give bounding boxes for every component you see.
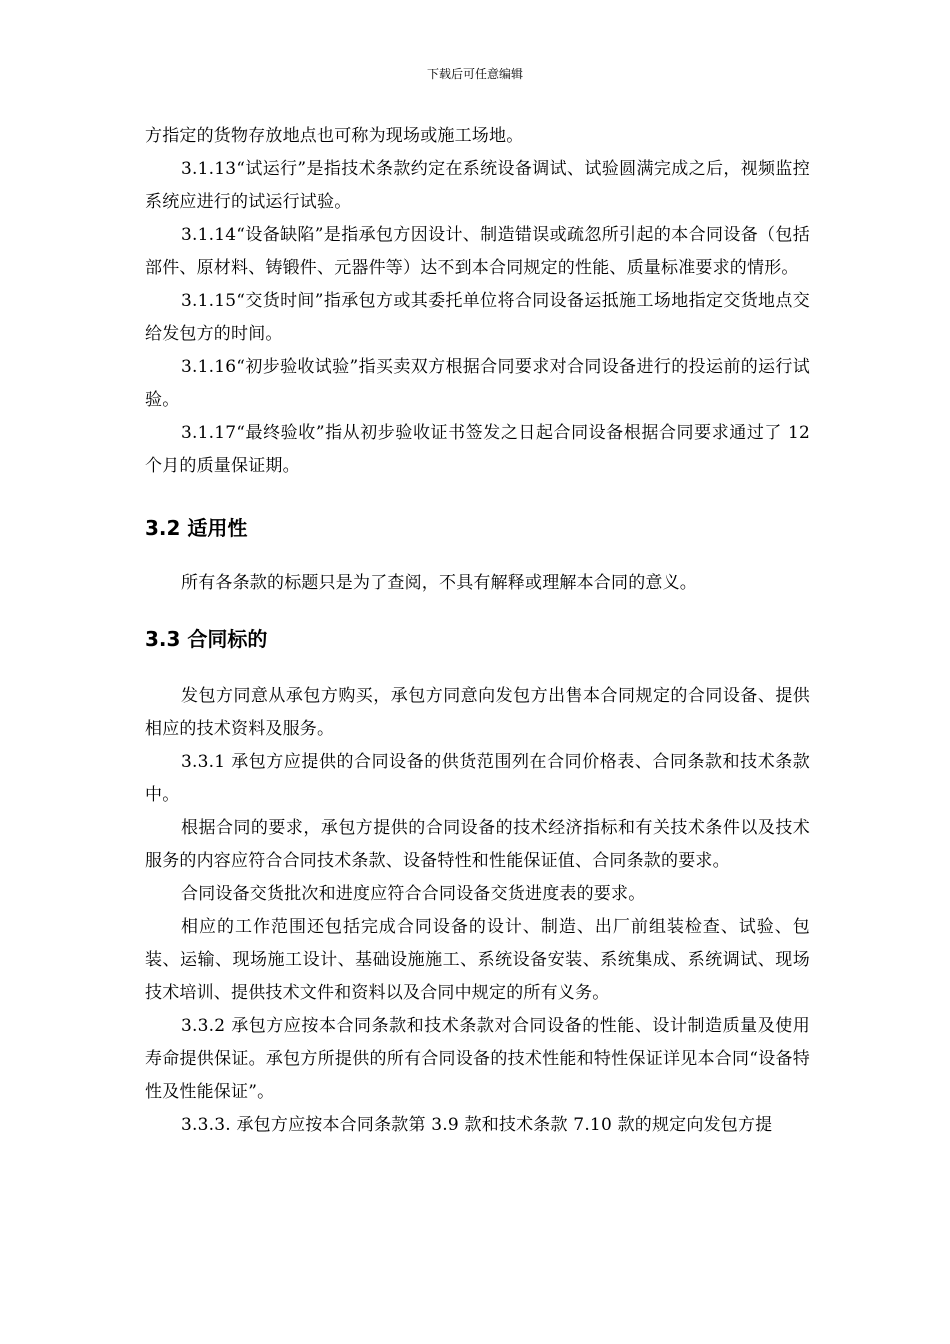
paragraph-technical-requirements: 根据合同的要求，承包方提供的合同设备的技术经济指标和有关技术条件以及技术服务的内容应符合合同技术条款、设备特性和性能保证值、合同条款的要求。 [145,818,810,871]
page-header: 下载后可任意编辑 [426,67,523,81]
section-heading-3-2: 3.2 适用性 [145,516,248,540]
paragraph-3-1-13: 3.1.13“试运行”是指技术条款约定在系统设备调试、试验圆满完成之后，视频监控系统应进行的试运行试验。 [145,159,810,212]
paragraph-3-1-14: 3.1.14“设备缺陷”是指承包方因设计、制造错误或疏忽所引起的本合同设备（包括部件、原材料、铸锻件、元器件等）达不到本合同规定的性能、质量标准要求的情形。 [145,225,810,278]
paragraph-contract-subject: 发包方同意从承包方购买，承包方同意向发包方出售本合同规定的合同设备、提供相应的技术资料及服务。 [145,686,810,739]
paragraph-3-1-16: 3.1.16“初步验收试验”指买卖双方根据合同要求对合同设备进行的投运前的运行试验。 [145,357,810,410]
paragraph-applicability: 所有各条款的标题只是为了查阅，不具有解释或理解本合同的意义。 [181,573,697,593]
paragraph-3-3-1: 3.3.1 承包方应提供的合同设备的供货范围列在合同价格表、合同条款和技术条款中。 [145,752,810,805]
paragraph-work-scope: 相应的工作范围还包括完成合同设备的设计、制造、出厂前组装检查、试验、包装、运输、现场施工设计、基础设施施工、系统设备安装、系统集成、系统调试、现场技术培训、提供技术文件和资料以及合同中规定的所有义务。 [145,917,810,1003]
paragraph-3-3-3: 3.3.3. 承包方应按本合同条款第 3.9 款和技术条款 7.10 款的规定向发包方提 [181,1115,773,1135]
section-heading-3-3: 3.3 合同标的 [145,627,268,651]
paragraph-3-1-15: 3.1.15“交货时间”指承包方或其委托单位将合同设备运抵施工场地指定交货地点交给发包方的时间。 [145,291,810,344]
paragraph-3-1-17: 3.1.17“最终验收”指从初步验收证书签发之日起合同设备根据合同要求通过了 12 个月的质量保证期。 [145,423,810,476]
paragraph-continuation: 方指定的货物存放地点也可称为现场或施工场地。 [145,126,524,146]
paragraph-delivery-schedule: 合同设备交货批次和进度应符合合同设备交货进度表的要求。 [181,884,646,904]
paragraph-3-3-2: 3.3.2 承包方应按本合同条款和技术条款对合同设备的性能、设计制造质量及使用寿命提供保证。承包方所提供的所有合同设备的技术性能和特性保证详见本合同“设备特性及性能保证”。 [145,1016,810,1102]
document-body [145,120,810,1142]
